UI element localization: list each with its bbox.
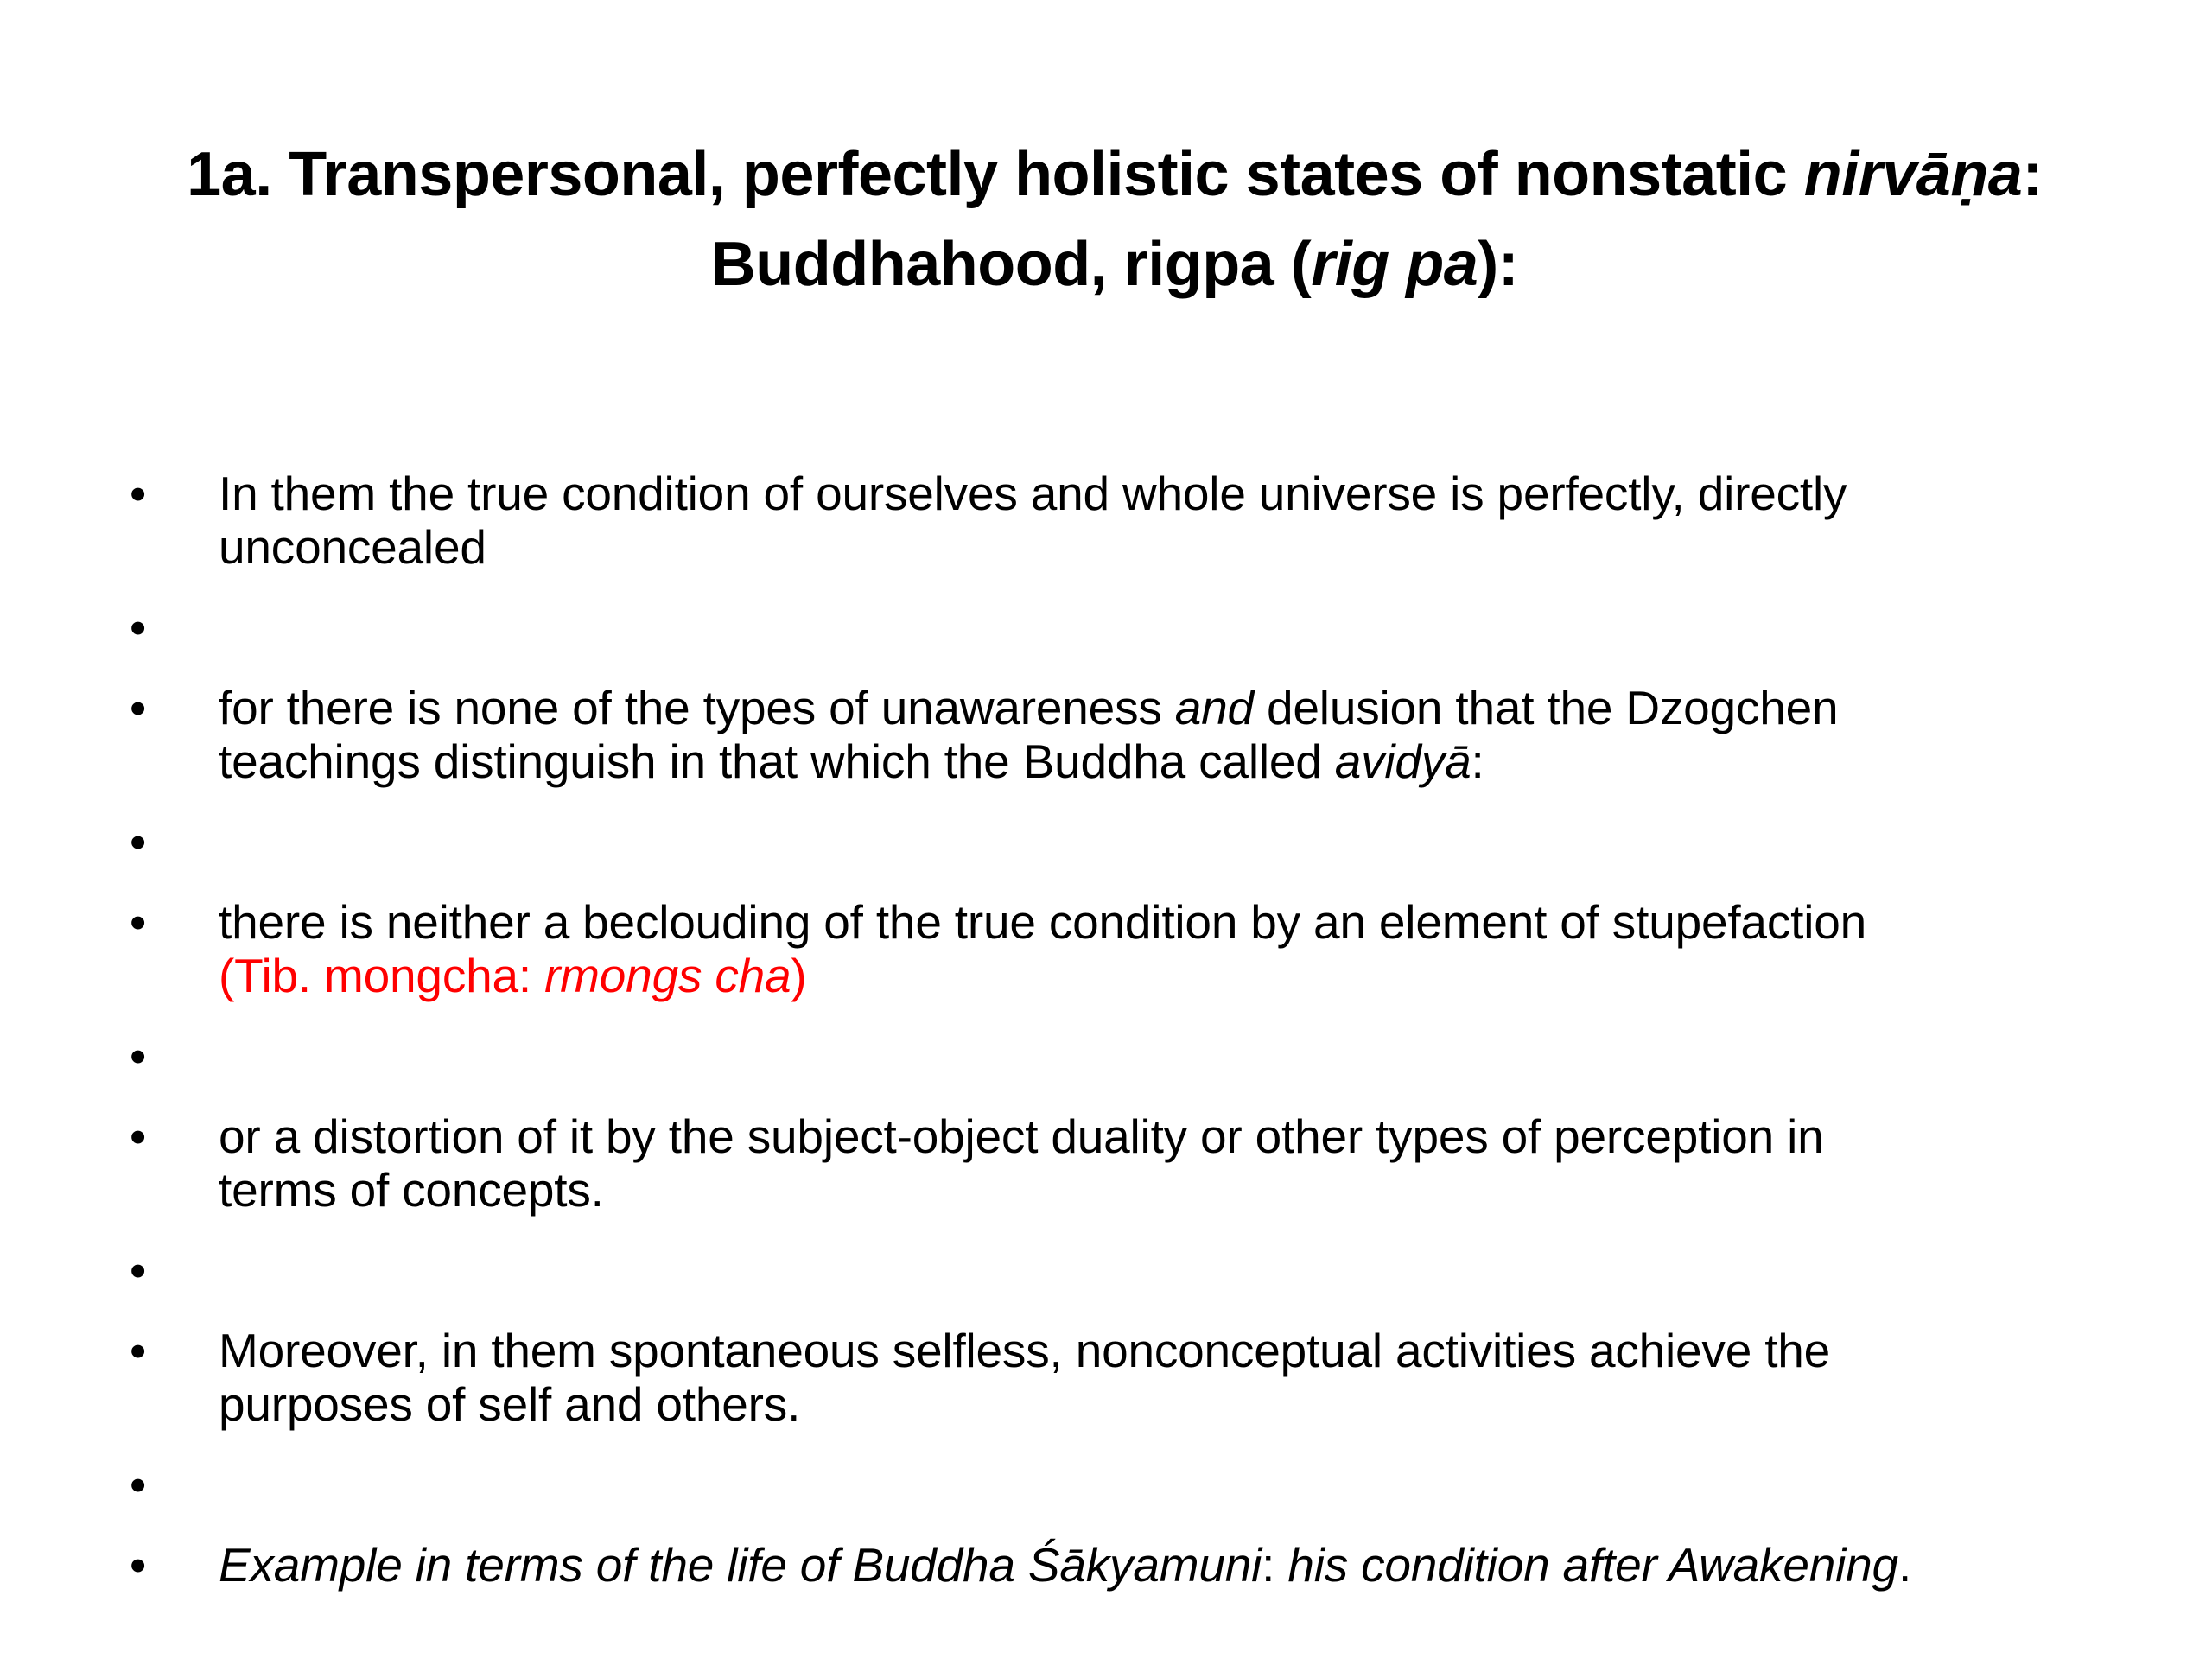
bullet-line: In them the true condition of ourselves and whole universe is perfectly, directly bbox=[219, 467, 1847, 520]
list-item-empty bbox=[130, 1458, 2117, 1511]
bullet-text bbox=[219, 1324, 2117, 1431]
bullet-text bbox=[219, 1109, 2117, 1217]
list-item-empty bbox=[130, 1243, 2117, 1297]
bullet-line: teachings distinguish in that which the Buddha called bbox=[219, 734, 1335, 788]
bullet-point-icon: • bbox=[130, 895, 147, 949]
bullet-point-icon: • bbox=[130, 1243, 147, 1297]
list-item bbox=[130, 681, 2117, 788]
bullet-line: purposes of self and others. bbox=[219, 1377, 801, 1431]
bullet-point-icon: • bbox=[130, 1538, 147, 1592]
bullet-line: or a distortion of it by the subject-object duality or other types of perception in bbox=[219, 1109, 1824, 1163]
bullet-text bbox=[219, 1538, 2117, 1592]
bullet-point-icon: • bbox=[130, 1109, 147, 1163]
bullet-line: for there is none of the types of unawareness bbox=[219, 681, 1175, 734]
bullet-line: (Tib. mongcha: bbox=[219, 949, 545, 1002]
bullet-line: terms of concepts. bbox=[219, 1163, 604, 1217]
bullet-point-icon: • bbox=[130, 815, 147, 868]
bullet-point-icon: • bbox=[130, 467, 147, 520]
italic-term: Example in terms of the life of Buddha Śākyamuni bbox=[219, 1538, 1262, 1592]
italic-term: his condition after Awakening bbox=[1287, 1538, 1898, 1592]
title-text: ): bbox=[1478, 230, 1519, 299]
bullet-line: . bbox=[1897, 1538, 1912, 1592]
bullet-line: : bbox=[1471, 734, 1484, 788]
bullet-line: unconcealed bbox=[219, 520, 486, 574]
italic-term: avidyā bbox=[1334, 734, 1471, 788]
italic-term: rmongs cha bbox=[544, 949, 791, 1002]
slide-title bbox=[121, 130, 2108, 309]
bullet-text bbox=[219, 895, 2117, 1002]
bullet-line: : bbox=[1262, 1538, 1288, 1592]
list-item-empty bbox=[130, 1029, 2117, 1083]
bullet-point-icon: • bbox=[130, 601, 147, 654]
list-item bbox=[130, 895, 2117, 1002]
italic-term: and bbox=[1174, 681, 1254, 734]
bullet-point-icon: • bbox=[130, 1458, 147, 1511]
bullet-text bbox=[219, 467, 2117, 574]
title-text: 1a. Transpersonal, perfectly holistic states of nonstatic bbox=[187, 140, 1804, 209]
title-text: Buddhahood, rigpa ( bbox=[710, 230, 1312, 299]
bullet-line: Moreover, in them spontaneous selfless, nonconceptual activities achieve the bbox=[219, 1324, 1831, 1377]
bullet-list bbox=[130, 467, 2117, 1592]
bullet-text bbox=[219, 681, 2117, 788]
bullet-point-icon: • bbox=[130, 1029, 147, 1083]
title-line-2 bbox=[121, 219, 2108, 309]
list-item-empty bbox=[130, 815, 2117, 868]
bullet-line: ) bbox=[791, 949, 807, 1002]
list-item-empty bbox=[130, 601, 2117, 654]
list-item bbox=[130, 1324, 2117, 1431]
bullet-line: delusion that the Dzogchen bbox=[1253, 681, 1839, 734]
title-italic-term: nirvāṇa bbox=[1803, 140, 2023, 209]
bullet-point-icon: • bbox=[130, 681, 147, 734]
title-italic-term: rig pa bbox=[1311, 230, 1478, 299]
tibetan-term-annotation bbox=[219, 949, 807, 1002]
list-item bbox=[130, 1538, 2117, 1592]
bullet-line: there is neither a beclouding of the true condition by an element of stupefaction bbox=[219, 895, 1867, 949]
bullet-point-icon: • bbox=[130, 1324, 147, 1377]
list-item bbox=[130, 467, 2117, 574]
title-text: : bbox=[2022, 140, 2043, 209]
title-line-1 bbox=[121, 130, 2108, 219]
list-item bbox=[130, 1109, 2117, 1217]
